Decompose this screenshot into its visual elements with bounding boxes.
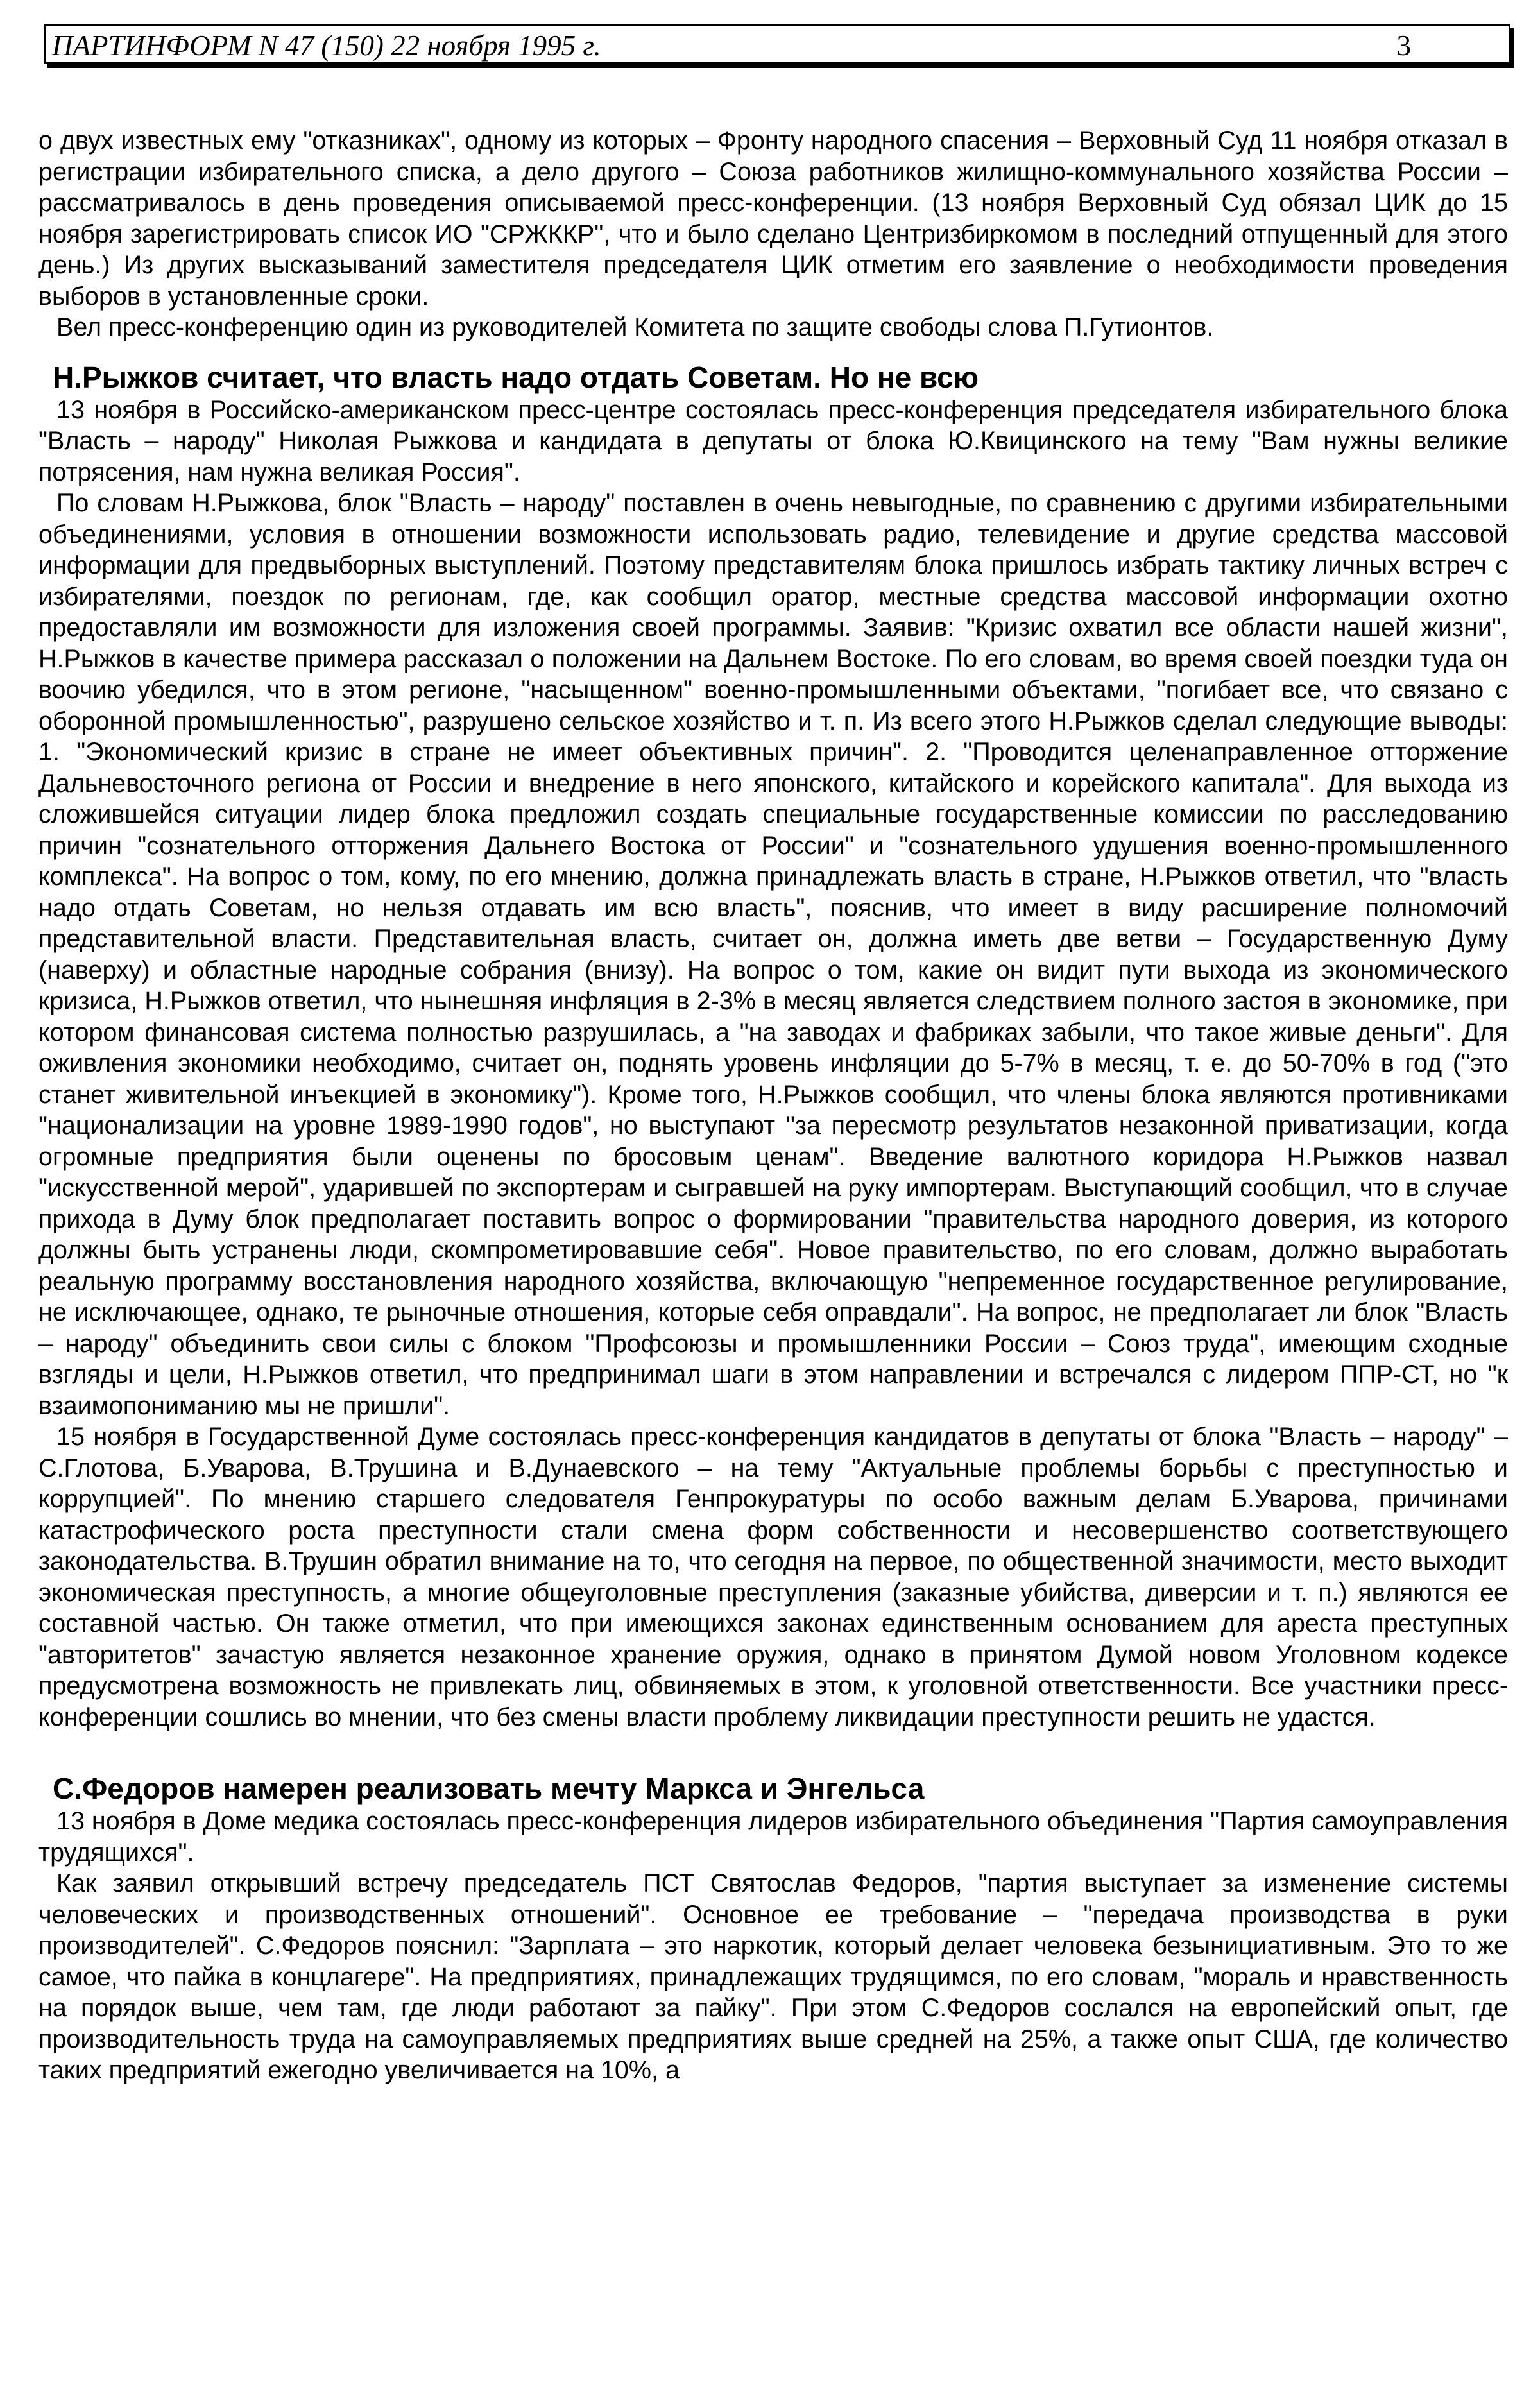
page-number: 3 [1396, 30, 1411, 62]
section-heading-fedorov: С.Федоров намерен реализовать мечту Маркса и Энгельса [53, 1772, 925, 1805]
section-heading-ryzhkov: Н.Рыжков считает, что власть надо отдать Советам. Но не всю [53, 360, 979, 394]
ryzhkov-paragraph-1: 13 ноября в Российско-американском пресс-центре состоялась пресс-конференция председателя избирательного блока "Власть – народу" Николая Рыжкова и кандидата в депутаты от блока Ю.Квицинского на тему "Вам нужны великие потрясения, нам нужна великая Россия". [38, 395, 1508, 486]
intro-paragraph-2: Вел пресс-конференцию один из руководителей Комитета по защите свободы слова П.Гутионтов. [56, 313, 1214, 341]
fedorov-paragraph-2: Как заявил открывший встречу председатель ПСТ Святослав Федоров, "партия выступает за изменение системы человеческих и производственных отношений". Основное ее требование – "передача производства в руки производителей". С.Федоров пояснил: "Зарплата – это наркотик, который делает человека безынициативным. Это то же самое, что пайка в концлагере". На предприятиях, принадлежащих трудящимся, по его словам, "мораль и нравственность на порядок выше, чем там, где люди работают за пайку". При этом С.Федоров сослался на европейский опыт, где производительность труда на самоуправляемых предприятиях выше средней на 25%, а также опыт США, где количество таких предприятий ежегодно увеличивается на 10%, а [38, 1869, 1508, 2084]
ryzhkov-paragraph-2: По словам Н.Рыжкова, блок "Власть – народу" поставлен в очень невыгодные, по сравнению с другими избирательными объединениями, условия в отношении возможности использовать радио, телевидение и другие средства массовой информации для предвыборных выступлений. Поэтому представителям блока пришлось избрать тактику личных встреч с избирателями, поездок по регионам, где, как сообщил оратор, местные средства массовой информации охотно предоставляли им возможности для изложения своей программы. Заявив: "Кризис охватил все области нашей жизни", Н.Рыжков в качестве примера рассказал о положении на Дальнем Востоке. По его словам, во время своей поездки туда он воочию убедился, что в этом регионе, "насыщенном" военно-промышленными объектами, "погибает все, что связано с оборонной промышленностью", разрушено сельское хозяйство и т. п. Из всего этого Н.Рыжков сделал следующие выводы: 1. "Экономический кризис в стране не имеет объективных причин". 2. "Проводится целенаправленное отторжение Дальневосточного региона от России и внедрение в него японского, китайского и корейского капитала". Для выхода из сложившейся ситуации лидер блока предложил создать специальные государственные комиссии по расследованию причин "сознательного отторжения Дальнего Востока от России" и "сознательного удушения военно-промышленного комплекса". На вопрос о том, кому, по его мнению, должна принадлежать власть в стране, Н.Рыжков ответил, что "власть надо отдать Советам, но нельзя отдавать им всю власть", пояснив, что имеет в виду расширение полномочий представительной власти. Представительная власть, считает он, должна иметь две ветви – Государственную Думу (наверху) и областные народные собрания (внизу). На вопрос о том, какие он видит пути выхода из экономического кризиса, Н.Рыжков ответил, что нынешняя инфляция в 2-3% в месяц является следствием полного застоя в экономике, при котором финансовая система полностью разрушилась, а "на заводах и фабриках забыли, что такое живые деньги". Для оживления экономики необходимо, считает он, поднять уровень инфляции до 5-7% в месяц, т. е. до 50-70% в год ("это станет живительной инъекцией в экономику"). Кроме того, Н.Рыжков сообщил, что члены блока являются противниками "национализации на уровне 1989-1990 годов", но выступают "за пересмотр результатов незаконной приватизации, когда огромные предприятия были оценены по бросовым ценам". Введение валютного коридора Н.Рыжков назвал "искусственной мерой", ударившей по экспортерам и сыгравшей на руку импортерам. Выступающий сообщил, что в случае прихода в Думу блок предполагает поставить вопрос о формировании "правительства народного доверия, из которого должны быть устранены люди, скомпрометировавшие себя". Новое правительство, по его словам, должно выработать реальную программу восстановления народного хозяйства, включающую "непременное государственное регулирование, не исключающее, однако, те рыночные отношения, которые себя оправдали". На вопрос, не предполагает ли блок "Власть – народу" объединить свои силы с блоком "Профсоюзы и промышленники России – Союз труда", имеющим сходные взгляды и цели, Н.Рыжков ответил, что предпринимал шаги в этом направлении и встречался с лидером ППР-СТ, но "к взаимопониманию мы не пришли". [38, 489, 1508, 1420]
fedorov-paragraph-1: 13 ноября в Доме медика состоялась пресс-конференция лидеров избирательного объединения "Партия самоуправления трудящихся". [38, 1807, 1509, 1867]
intro-paragraph-1: о двух известных ему "отказниках", одному из которых – Фронту народного спасения – Верховный Суд 11 ноября отказал в регистрации избирательного списка, а дело другого – Союза работников жилищно-коммунального хозяйства России – рассматривалось в день проведения описываемой пресс-конференции. (13 ноября Верховный Суд обязал ЦИК до 15 ноября зарегистрировать список ИО "СРЖККР", что и было сделано Центризбиркомом в последний отпущенный для этого день.) Из других высказываний заместителя председателя ЦИК отметим его заявление о необходимости проведения выборов в установленные сроки. [38, 126, 1508, 311]
page-header [44, 24, 1510, 64]
publication-title: ПАРТИНФОРМ N 47 (150) 22 ноября 1995 г. [52, 30, 601, 62]
ryzhkov-paragraph-3: 15 ноября в Государственной Думе состоялась пресс-конференция кандидатов в депутаты от блока "Власть – народу" – С.Глотова, Б.Уварова, В.Трушина и В.Дунаевского – на тему "Актуальные проблемы борьбы с преступностью и коррупцией". По мнению старшего следователя Генпрокуратуры по особо важным делам Б.Уварова, причинами катастрофического роста преступности стали смена форм собственности и несовершенство соответствующего законодательства. В.Трушин обратил внимание на то, что сегодня на первое, по общественной значимости, место выходит экономическая преступность, а многие общеуголовные преступления (заказные убийства, диверсии и т. п.) являются ее составной частью. Он также отметил, что при имеющихся законах единственным основанием для ареста преступных "авторитетов" зачастую является незаконное хранение оружия, однако в принятом Думой новом Уголовном кодексе предусмотрена возможность не привлекать лиц, обвиняемых в этом, к уголовной ответственности. Все участники пресс-конференции сошлись во мнении, что без смены власти проблему ликвидации преступности решить не удастся. [38, 1423, 1508, 1731]
article-body [38, 125, 1508, 2086]
